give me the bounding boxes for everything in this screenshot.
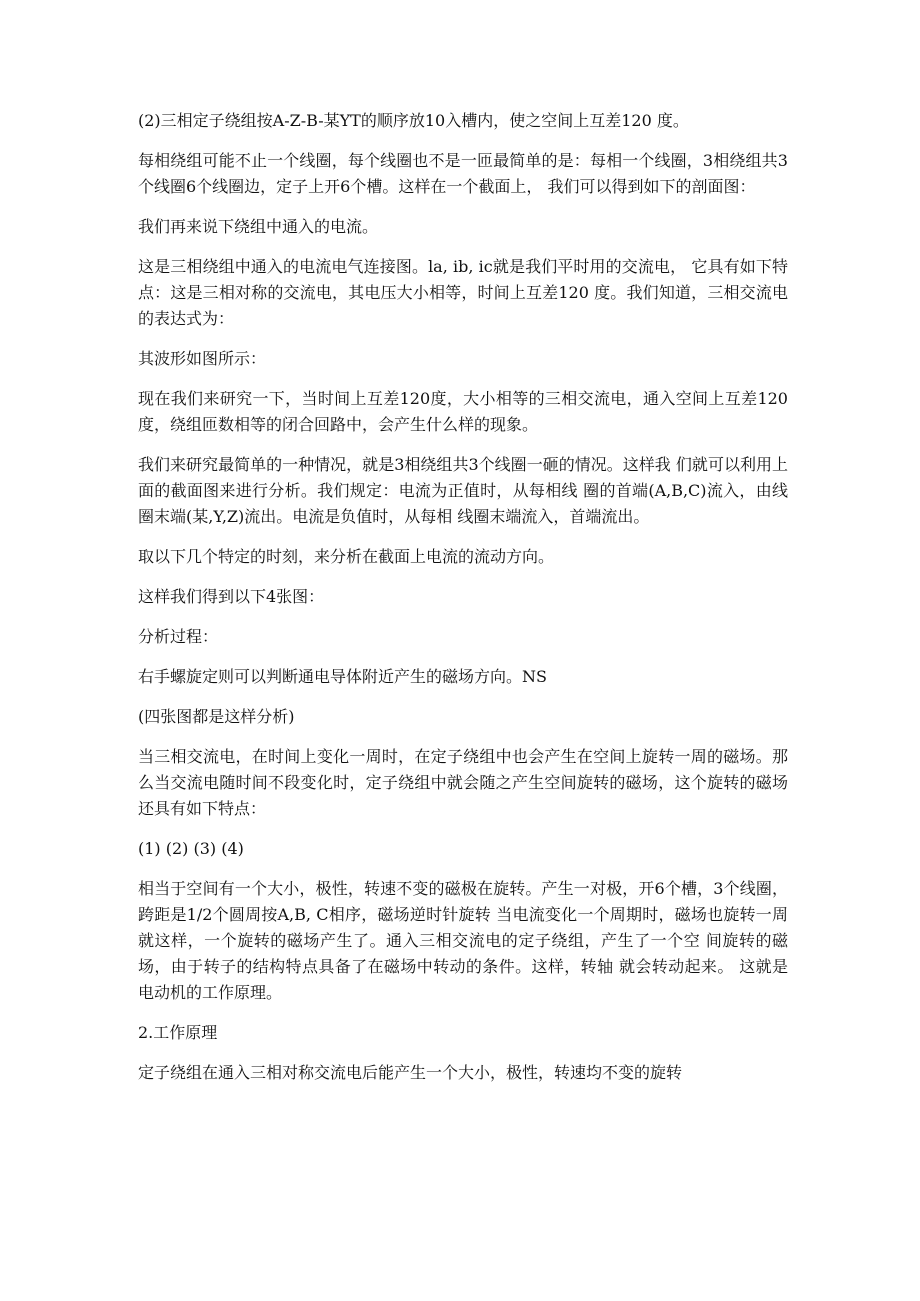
document-body: [138, 108, 788, 1100]
paragraph-simplest-case: 我们来研究最简单的一种情况，就是3相绕组共3个线圈一砸的情况。这样我 们就可以利用上面的截面图来进行分析。我们规定：电流为正值时，从每相线 圈的首端(A,B,C)流入，由线圈末端(某,Y,Z)流出。电流是负值时，从每相 线圈末端流入，首端流出。: [138, 455, 788, 526]
paragraph-stator-winding: 定子绕组在通入三相对称交流电后能产生一个大小，极性，转速均不变的旋转: [138, 1063, 683, 1082]
paragraph-current-intro: 我们再来说下绕组中通入的电流。: [138, 217, 379, 236]
paragraph-four-figures: 这样我们得到以下4张图：: [138, 587, 325, 606]
paragraph-four-figures-note: (四张图都是这样分析): [138, 707, 295, 726]
paragraph-specific-moments: 取以下几个特定的时刻，来分析在截面上电流的流动方向。: [138, 547, 555, 566]
paragraph-coil-description: 每相绕组可能不止一个线圈，每个线圈也不是一匝最简单的是：每相一个线圈，3相绕组共3个线圈6个线圈边，定子上开6个槽。这样在一个截面上， 我们可以得到如下的剖面图：: [138, 151, 788, 196]
paragraph-three-phase-current: 这是三相绕组中通入的电流电气连接图。la, ib, ic就是我们平时用的交流电， 它具有如下特点：这是三相对称的交流电，其电压大小相等，时间上互差120 度。我们知道，三相交流电的表达式为：: [138, 257, 788, 328]
paragraph-winding-order: (2)三相定子绕组按A-Z-B-某YT的顺序放10入槽内，使之空间上互差120 度。: [138, 111, 689, 130]
section-heading-working-principle: 2.工作原理: [138, 1023, 218, 1042]
paragraph-figure-numbers: (1) (2) (3) (4): [138, 839, 244, 858]
paragraph-right-hand-rule: 右手螺旋定则可以判断通电导体附近产生的磁场方向。NS: [138, 667, 547, 686]
paragraph-waveform: 其波形如图所示：: [138, 349, 267, 368]
paragraph-research-question: 现在我们来研究一下，当时间上互差120度，大小相等的三相交流电，通入空间上互差120度，绕组匝数相等的闭合回路中，会产生什么样的现象。: [138, 389, 788, 434]
paragraph-analysis-process: 分析过程：: [138, 627, 219, 646]
paragraph-working-principle-summary: 相当于空间有一个大小，极性，转速不变的磁极在旋转。产生一对极，开6个槽，3个线圈，跨距是1/2个圆周按A,B, C相序，磁场逆时针旋转 当电流变化一个周期时，磁场也旋转一周 就这样，一个旋转的磁场产生了。通入三相交流电的定子绕组，产生了一个空 间旋转的磁场，由于转子的结构特点具备了在磁场中转动的条件。这样，转轴 就会转动起来。 这就是电动机的工作原理。: [138, 879, 788, 1002]
paragraph-rotating-field: 当三相交流电，在时间上变化一周时，在定子绕组中也会产生在空间上旋转一周的磁场。那么当交流电随时间不段变化时，定子绕组中就会随之产生空间旋转的磁场，这个旋转的磁场还具有如下特点：: [138, 747, 788, 818]
